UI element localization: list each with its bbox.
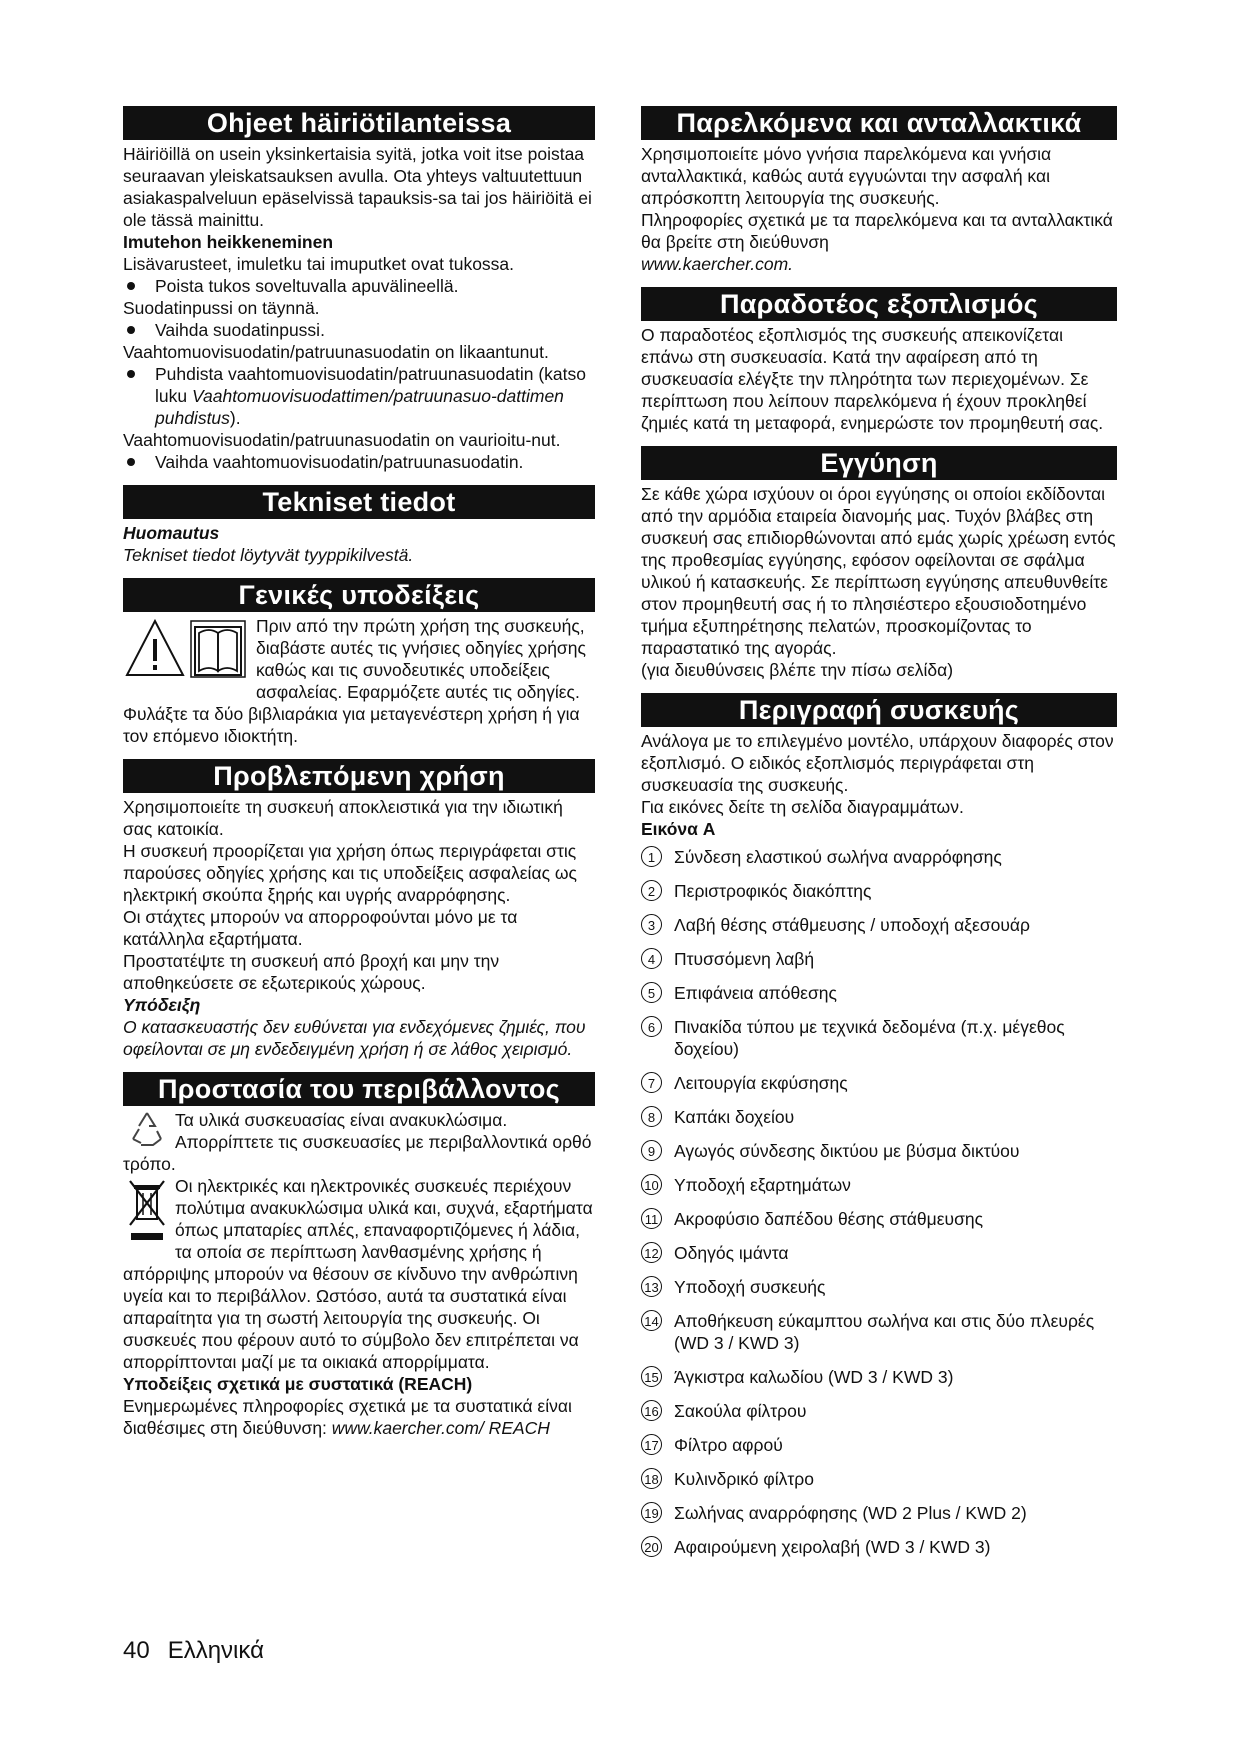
legend-text: Επιφάνεια απόθεσης bbox=[674, 983, 837, 1003]
number-badge: 4 bbox=[641, 948, 662, 969]
legend-text: Σακούλα φίλτρου bbox=[674, 1401, 807, 1421]
right-column bbox=[641, 106, 1117, 1570]
number-badge: 10 bbox=[641, 1174, 662, 1195]
warranty-p2: (για διευθύνσεις βλέπε την πίσω σελίδα) bbox=[641, 660, 954, 680]
legend-item bbox=[641, 880, 1117, 902]
legend-text: Λαβή θέσης στάθμευσης / υποδοχή αξεσουάρ bbox=[674, 915, 1030, 935]
legend-text: Περιστροφικός διακόπτης bbox=[674, 881, 872, 901]
number-badge: 12 bbox=[641, 1242, 662, 1263]
number-badge: 8 bbox=[641, 1106, 662, 1127]
suction-heading: Imutehon heikkeneminen bbox=[123, 232, 334, 252]
number-badge: 5 bbox=[641, 982, 662, 1003]
reach-text-main: Ενημερωμένες πληροφορίες σχετικά με τα συστατικά είναι διαθέσιμες στη διεύθυνση: bbox=[123, 1396, 572, 1438]
environment-p2: Οι ηλεκτρικές και ηλεκτρονικές συσκευές περιέχουν πολύτιμα ανακυκλώσιμα υλικά και, συχνά, εξαρτήματα όπως μπαταρίες απλές, επαναφορτιζόμενες ή λάδια, τα οποία σε περίπτωση λανθασμένης χρήσης ή απόρριψης μπορούν να θέσουν σε κίνδυνο την ανθρώπινη υγεία και το περιβάλλον. Ωστόσο, αυτά τα συστατικά είναι απαραίτητα για τη σωστή λειτουργία της συσκευής. Οι συσκευές που φέρουν αυτό το σύμβολο δεν επιτρέπεται να απορρίπτονται μαζί με τα οικιακά απορρίμματα. bbox=[123, 1176, 593, 1372]
number-badge: 7 bbox=[641, 1072, 662, 1093]
warranty-p1: Σε κάθε χώρα ισχύουν οι όροι εγγύησης οι οποίοι εκδίδονται από την αρμόδια εταιρεία διανομής μας. Τυχόν βλάβες στη συσκευή σας επιδιορθώνονται από εμάς χωρίς χρέωση εντός της προθεσμίας εγγύησης, εφόσον οφείλονται σε σφάλμα υλικού ή κατασκευής. Σε περίπτωση εγγύησης απευθυνθείτε στον προμηθευτή σας ή το πλησιέστερο εξουσιοδοτημένο τμήμα εξυπηρέτησης πελατών, προσκομίζοντας το παραστατικό της αγοράς. bbox=[641, 484, 1116, 658]
legend-item bbox=[641, 1072, 1117, 1094]
number-badge: 20 bbox=[641, 1536, 662, 1557]
intended-use-p2: Η συσκευή προορίζεται για χρήση όπως περιγράφεται στις παρούσες οδηγίες χρήσης και τις υποδείξεις ασφαλείας ως ηλεκτρική σκούπα ξηρής και υγρής αναρρόφησης. bbox=[123, 841, 577, 905]
legend-item bbox=[641, 1242, 1117, 1264]
heading-warranty: Εγγύηση bbox=[641, 446, 1117, 480]
number-badge: 15 bbox=[641, 1366, 662, 1387]
number-badge: 11 bbox=[641, 1208, 662, 1229]
reach-text bbox=[123, 1395, 595, 1439]
figure-label: Εικόνα A bbox=[641, 819, 716, 839]
left-column bbox=[123, 106, 595, 1439]
general-notes-p2: Φυλάξτε τα δύο βιβλιαράκια για μεταγενέστερη χρήση ή για τον επόμενο ιδιοκτήτη. bbox=[123, 704, 580, 746]
legend-text: Αγωγός σύνδεσης δικτύου με βύσμα δικτύου bbox=[674, 1141, 1020, 1161]
legend-text: Αφαιρούμενη χειρολαβή (WD 3 / KWD 3) bbox=[674, 1537, 991, 1557]
legend-text: Λειτουργία εκφύσησης bbox=[674, 1073, 848, 1093]
reach-heading: Υποδείξεις σχετικά με συστατικά (REACH) bbox=[123, 1374, 473, 1394]
description-p1: Ανάλογα με το επιλεγμένο μοντέλο, υπάρχουν διαφορές στον εξοπλισμό. Ο ειδικός εξοπλισμός περιγράφεται στη συσκευασία της συσκευής. bbox=[641, 731, 1114, 795]
legend-text: Σύνδεση ελαστικού σωλήνα αναρρόφησης bbox=[674, 847, 1002, 867]
page-language: Ελληνικά bbox=[167, 1637, 264, 1664]
number-badge: 13 bbox=[641, 1276, 662, 1297]
remedy-3 bbox=[123, 363, 595, 429]
legend-item bbox=[641, 1536, 1117, 1558]
accessories-link[interactable]: www.kaercher.com. bbox=[641, 254, 794, 274]
accessories-p2: Πληροφορίες σχετικά με τα παρελκόμενα και τα ανταλλακτικά θα βρείτε στη διεύθυνση bbox=[641, 210, 1113, 252]
number-badge: 6 bbox=[641, 1016, 662, 1037]
legend-item bbox=[641, 1140, 1117, 1162]
legend-item bbox=[641, 846, 1117, 868]
legend-item bbox=[641, 1366, 1117, 1388]
environment-block bbox=[123, 1109, 595, 1439]
number-badge: 17 bbox=[641, 1434, 662, 1455]
heading-environment: Προστασία του περιβάλλοντος bbox=[123, 1072, 595, 1106]
troubleshooting-intro: Häiriöillä on usein yksinkertaisia syitä, jotka voit itse poistaa seuraavan yleiskatsauksen avulla. Ota yhteys valtuutettuun asiakaspalveluun epäselvissä tapauksis-sa tai jos häiriöitä ei ole tässä mainittu. bbox=[123, 144, 592, 230]
legend-text: Υποδοχή συσκευής bbox=[674, 1277, 826, 1297]
legend-item bbox=[641, 1468, 1117, 1490]
crossed-bin-icon bbox=[127, 1179, 167, 1245]
cause-1: Lisävarusteet, imuletku tai imuputket ovat tukossa. bbox=[123, 254, 515, 274]
remedy-3-end: ). bbox=[229, 408, 241, 428]
remedy-3-text: Puhdista vaahtomuovisuodatin/patruunasuodatin (katso luku bbox=[155, 364, 586, 406]
legend-text: Φίλτρο αφρού bbox=[674, 1435, 783, 1455]
intended-use-p4: Προστατέψτε τη συσκευή από βροχή και μην την αποθηκεύσετε σε εξωτερικούς χώρους. bbox=[123, 951, 500, 993]
recycling-icon bbox=[127, 1109, 167, 1149]
remedy-3-ref: Vaahtomuovisuodattimen/patruunasuo-dattimen puhdistus bbox=[155, 386, 564, 428]
heading-device-description: Περιγραφή συσκευής bbox=[641, 693, 1117, 727]
number-badge: 9 bbox=[641, 1140, 662, 1161]
page-footer bbox=[123, 1637, 264, 1664]
legend-text: Πινακίδα τύπου με τεχνικά δεδομένα (π.χ. μέγεθος δοχείου) bbox=[674, 1017, 1065, 1059]
component-legend bbox=[641, 846, 1117, 1558]
legend-item bbox=[641, 1310, 1117, 1354]
legend-item bbox=[641, 1208, 1117, 1230]
accessories-p1: Χρησιμοποιείτε μόνο γνήσια παρελκόμενα και γνήσια ανταλλακτικά, καθώς αυτά εγγυώνται την ασφαλή και απρόσκοπτη λειτουργία της συσκευής. bbox=[641, 144, 1052, 208]
cause-2: Suodatinpussi on täynnä. bbox=[123, 298, 320, 318]
intended-use-note-text: Ο κατασκευαστής δεν ευθύνεται για ενδεχόμενες ζημιές, που οφείλονται σε μη ενδεδειγμένη χρήση ή σε λάθος χειρισμό. bbox=[123, 1017, 586, 1059]
number-badge: 14 bbox=[641, 1310, 662, 1331]
general-notes-block bbox=[123, 615, 595, 747]
intended-use-p3: Οι στάχτες μπορούν να απορροφούνται μόνο με τα κατάλληλα εξαρτήματα. bbox=[123, 907, 518, 949]
warning-manual-icon bbox=[123, 617, 248, 683]
legend-item bbox=[641, 1400, 1117, 1422]
cause-3: Vaahtomuovisuodatin/patruunasuodatin on likaantunut. bbox=[123, 342, 549, 362]
legend-item bbox=[641, 1434, 1117, 1456]
legend-item bbox=[641, 1106, 1117, 1128]
heading-technical-data: Tekniset tiedot bbox=[123, 485, 595, 519]
number-badge: 3 bbox=[641, 914, 662, 935]
legend-item bbox=[641, 1276, 1117, 1298]
legend-text: Υποδοχή εξαρτημάτων bbox=[674, 1175, 851, 1195]
legend-item bbox=[641, 1502, 1117, 1524]
intended-use-note-label: Υπόδειξη bbox=[123, 995, 201, 1015]
legend-item bbox=[641, 914, 1117, 936]
legend-item bbox=[641, 1016, 1117, 1060]
description-p2: Για εικόνες δείτε τη σελίδα διαγραμμάτων. bbox=[641, 797, 964, 817]
heading-troubleshooting: Ohjeet häiriötilanteissa bbox=[123, 106, 595, 140]
tech-note-text: Tekniset tiedot löytyvät tyyppikilvestä. bbox=[123, 545, 414, 565]
heading-accessories: Παρελκόμενα και ανταλλακτικά bbox=[641, 106, 1117, 140]
heading-scope-of-delivery: Παραδοτέος εξοπλισμός bbox=[641, 287, 1117, 321]
legend-text: Άγκιστρα καλωδίου (WD 3 / KWD 3) bbox=[674, 1367, 954, 1387]
number-badge: 1 bbox=[641, 846, 662, 867]
number-badge: 16 bbox=[641, 1400, 662, 1421]
delivery-p1: Ο παραδοτέος εξοπλισμός της συσκευής απεικονίζεται επάνω στη συσκευασία. Κατά την αφαίρεση από τη συσκευασία ελέγξτε την πληρότητα των περιεχομένων. Σε περίπτωση που λείπουν παρελκόμενα ή έχουν προκληθεί ζημιές κατά τη μεταφορά, ενημερώστε τον προμηθευτή σας. bbox=[641, 325, 1104, 433]
general-notes-p1: Πριν από την πρώτη χρήση της συσκευής, διαβάστε αυτές τις γνήσιες οδηγίες χρήσης καθώς και τις συνοδευτικές υποδείξεις ασφαλείας. Εφαρμόζετε αυτές τις οδηγίες. bbox=[256, 616, 586, 702]
legend-item bbox=[641, 948, 1117, 970]
remedy-2: Vaihda suodatinpussi. bbox=[123, 319, 595, 341]
remedy-4: Vaihda vaahtomuovisuodatin/patruunasuodatin. bbox=[123, 451, 595, 473]
number-badge: 19 bbox=[641, 1502, 662, 1523]
intended-use-p1: Χρησιμοποιείτε τη συσκευή αποκλειστικά για την ιδιωτική σας κατοικία. bbox=[123, 797, 563, 839]
legend-text: Καπάκι δοχείου bbox=[674, 1107, 795, 1127]
legend-text: Πτυσσόμενη λαβή bbox=[674, 949, 815, 969]
heading-general-notes: Γενικές υποδείξεις bbox=[123, 578, 595, 612]
page-number: 40 bbox=[123, 1637, 150, 1664]
remedy-1: Poista tukos soveltuvalla apuvälineellä. bbox=[123, 275, 595, 297]
legend-item bbox=[641, 982, 1117, 1004]
legend-text: Αποθήκευση εύκαμπτου σωλήνα και στις δύο πλευρές (WD 3 / KWD 3) bbox=[674, 1311, 1095, 1353]
number-badge: 18 bbox=[641, 1468, 662, 1489]
number-badge: 2 bbox=[641, 880, 662, 901]
legend-text: Οδηγός ιμάντα bbox=[674, 1243, 789, 1263]
legend-text: Σωλήνας αναρρόφησης (WD 2 Plus / KWD 2) bbox=[674, 1503, 1027, 1523]
legend-text: Κυλινδρικό φίλτρο bbox=[674, 1469, 814, 1489]
reach-link[interactable]: www.kaercher.com/ REACH bbox=[331, 1418, 550, 1438]
legend-text: Ακροφύσιο δαπέδου θέσης στάθμευσης bbox=[674, 1209, 984, 1229]
legend-item bbox=[641, 1174, 1117, 1196]
environment-p1: Τα υλικά συσκευασίας είναι ανακυκλώσιμα. Απορρίπτετε τις συσκευασίες με περιβαλλοντικά ορθό τρόπο. bbox=[123, 1110, 592, 1174]
heading-intended-use: Προβλεπόμενη χρήση bbox=[123, 759, 595, 793]
cause-4: Vaahtomuovisuodatin/patruunasuodatin on vaurioitu-nut. bbox=[123, 430, 561, 450]
tech-note-label: Huomautus bbox=[123, 523, 220, 543]
